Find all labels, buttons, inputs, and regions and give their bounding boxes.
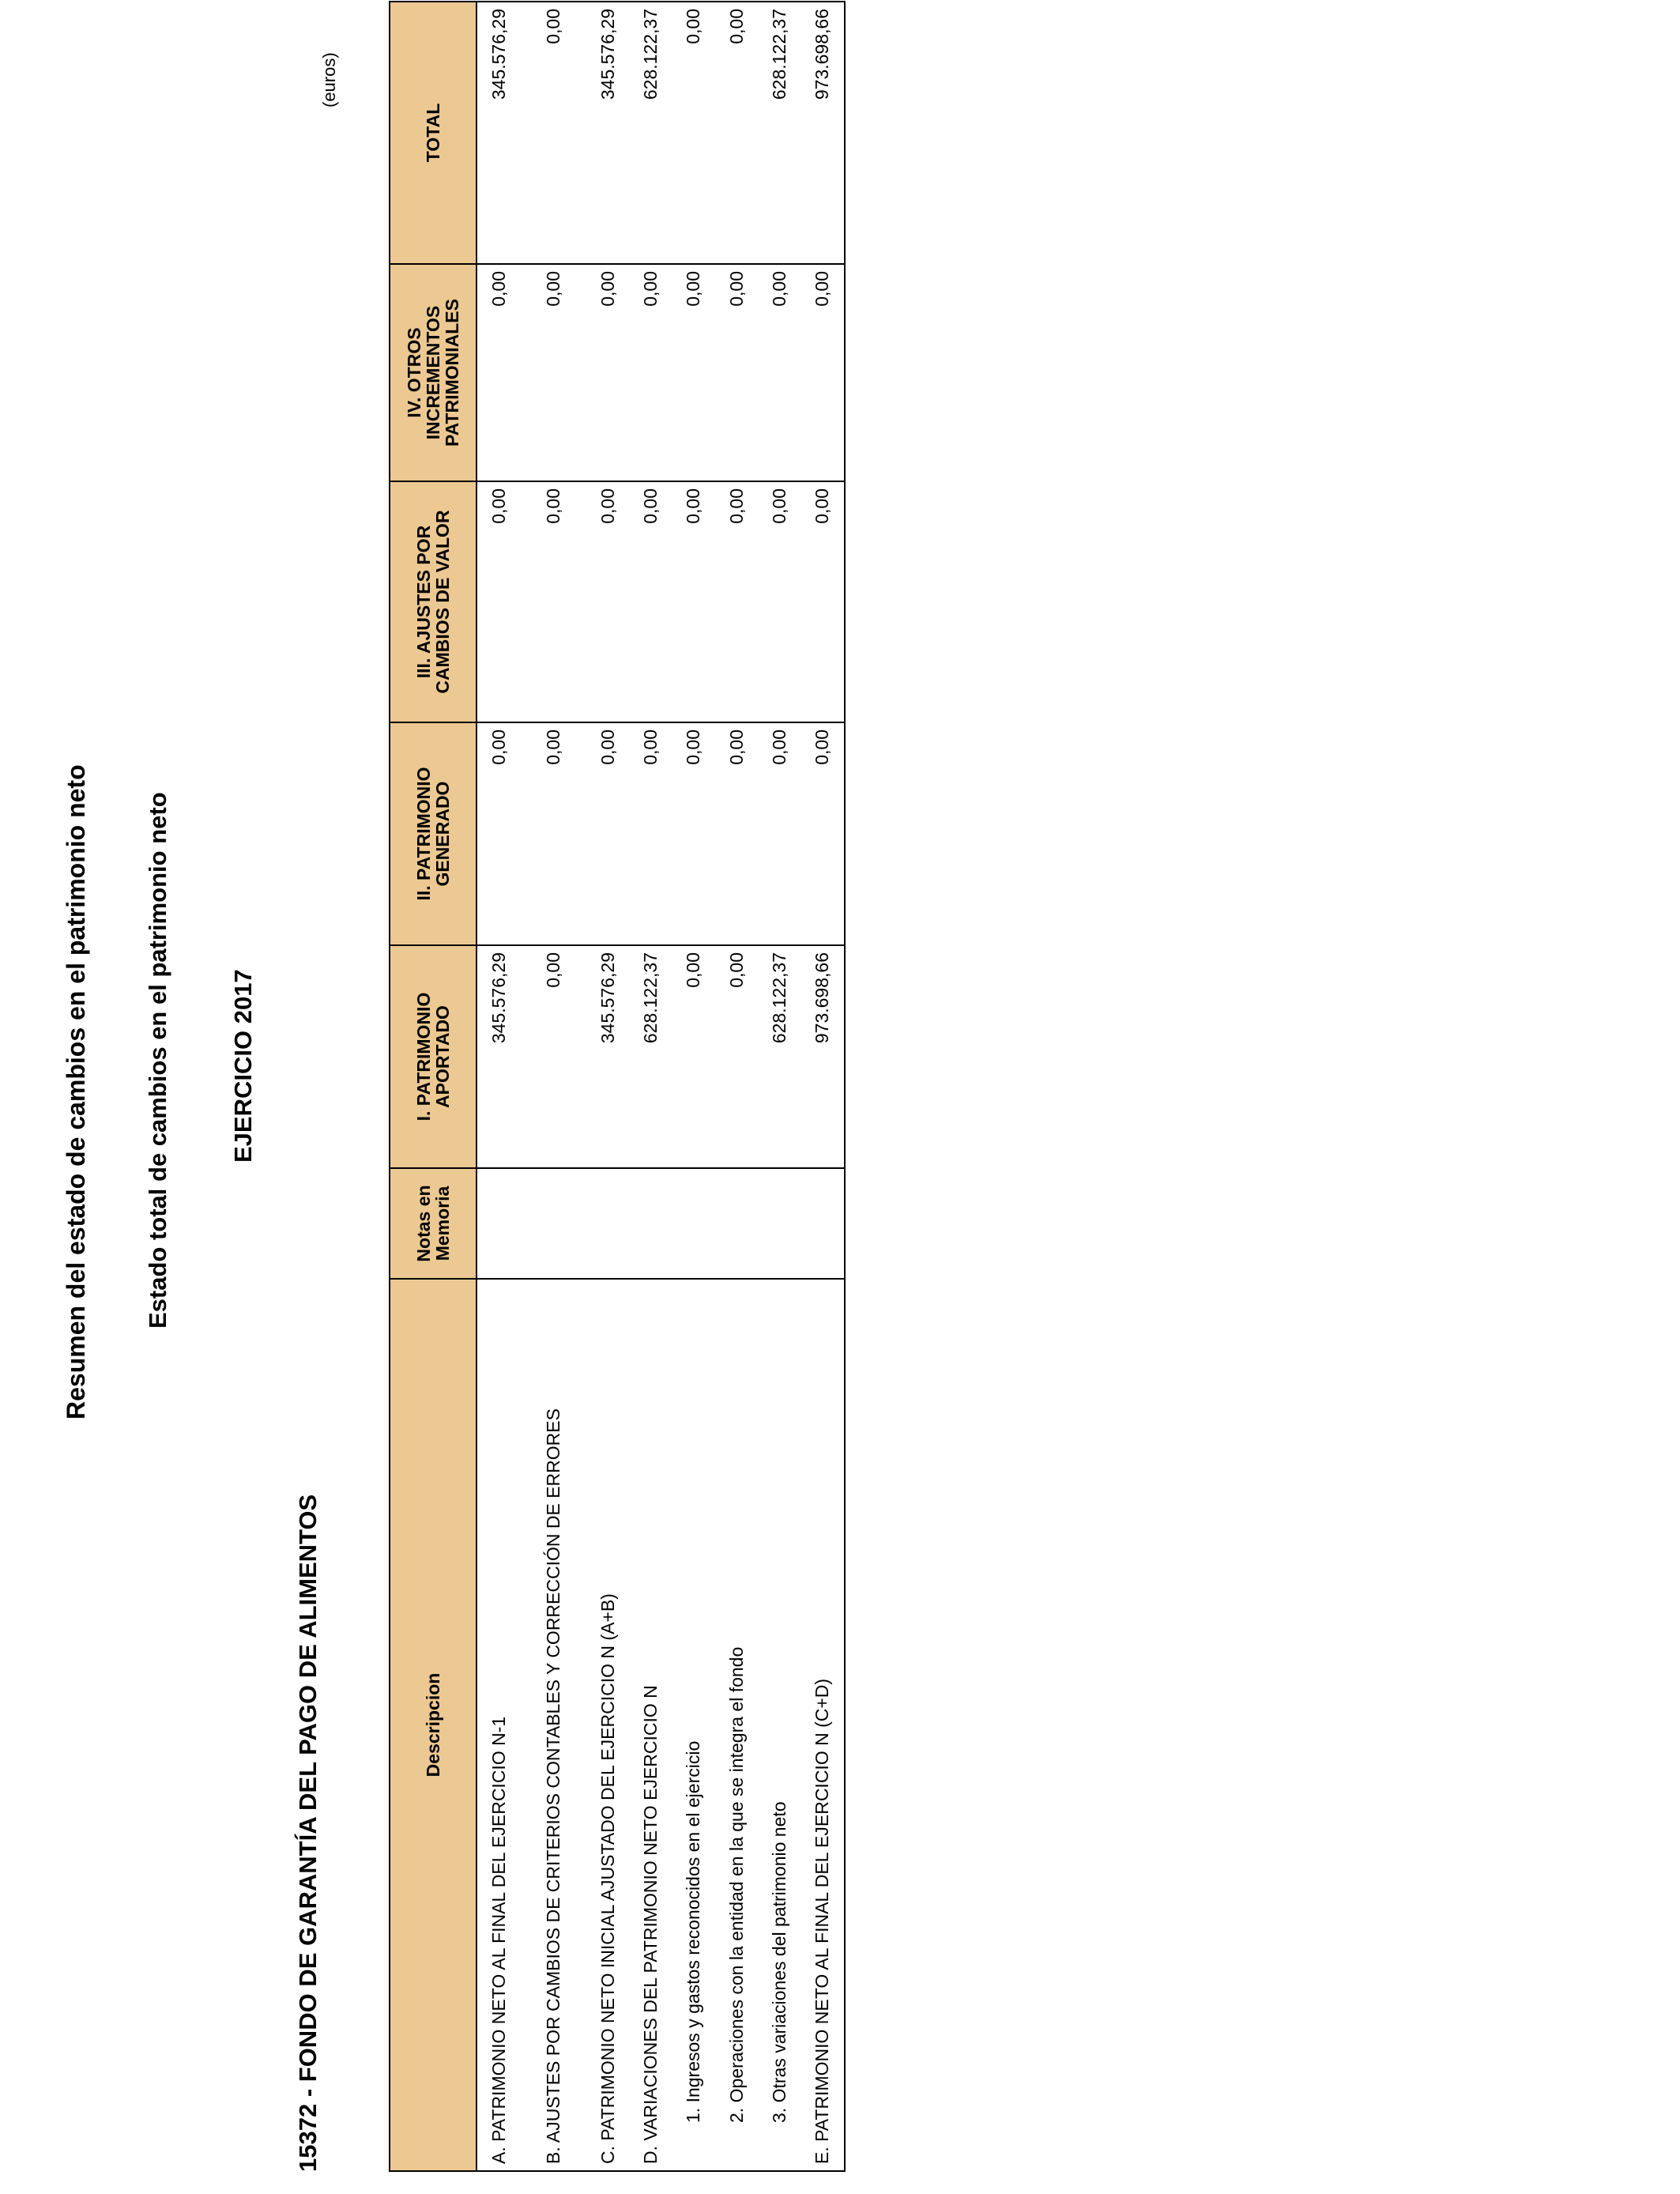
row-notes: [520, 1168, 586, 1279]
table-row: [758, 2, 800, 2171]
row-aportado: 973.698,66: [801, 945, 845, 1168]
col-header-patrimonio-aportado: I. PATRIMONIO APORTADO: [390, 945, 477, 1168]
row-aportado: 345.576,29: [586, 945, 629, 1168]
row-otros: 0,00: [715, 264, 758, 481]
row-generado: 0,00: [715, 722, 758, 945]
row-total: 0,00: [672, 2, 715, 264]
row-aportado: 0,00: [520, 945, 586, 1168]
exercise-year: EJERCICIO 2017: [229, 969, 257, 1163]
row-notes: [672, 1168, 715, 1279]
row-aportado: 628.122,37: [629, 945, 672, 1168]
row-otros: 0,00: [801, 264, 845, 481]
row-ajustes: 0,00: [715, 481, 758, 722]
col-header-otros-incrementos: IV. OTROS INCREMENTOS PATRIMONIALES: [390, 264, 477, 481]
row-description: C. PATRIMONIO NETO INICIAL AJUSTADO DEL EJERCICIO N (A+B): [586, 1279, 629, 2171]
row-aportado: 345.576,29: [477, 945, 520, 1168]
row-description: D. VARIACIONES DEL PATRIMONIO NETO EJERCICIO N: [629, 1279, 672, 2171]
row-generado: 0,00: [520, 722, 586, 945]
row-otros: 0,00: [520, 264, 586, 481]
row-notes: [801, 1168, 845, 1279]
col-header-ajustes: III. AJUSTES POR CAMBIOS DE VALOR: [390, 481, 477, 722]
row-generado: 0,00: [586, 722, 629, 945]
table-row: [520, 2, 586, 2171]
row-otros: 0,00: [477, 264, 520, 481]
units-label: (euros): [319, 52, 339, 107]
row-ajustes: 0,00: [477, 481, 520, 722]
table-row: [477, 2, 520, 2171]
table-row: [629, 2, 672, 2171]
row-ajustes: 0,00: [801, 481, 845, 722]
col-header-notes: Notas en Memoria: [390, 1168, 477, 1279]
row-description: A. PATRIMONIO NETO AL FINAL DEL EJERCICIO N-1: [477, 1279, 520, 2171]
col-header-description: Descripcion: [390, 1279, 477, 2171]
page-subtitle: Estado total de cambios en el patrimonio neto: [144, 792, 171, 1329]
row-notes: [477, 1168, 520, 1279]
row-total: 345.576,29: [586, 2, 629, 264]
table-row: [715, 2, 758, 2171]
row-aportado: 628.122,37: [758, 945, 800, 1168]
row-notes: [586, 1168, 629, 1279]
row-description: 3. Otras variaciones del patrimonio neto: [758, 1279, 800, 2171]
entity-name: 15372 - FONDO DE GARANTÍA DEL PAGO DE ALIMENTOS: [294, 1494, 322, 2172]
row-ajustes: 0,00: [672, 481, 715, 722]
table-row: [586, 2, 629, 2171]
row-otros: 0,00: [758, 264, 800, 481]
row-ajustes: 0,00: [629, 481, 672, 722]
row-description: E. PATRIMONIO NETO AL FINAL DEL EJERCICIO N (C+D): [801, 1279, 845, 2171]
row-generado: 0,00: [672, 722, 715, 945]
row-total: 0,00: [520, 2, 586, 264]
page-title: Resumen del estado de cambios en el patrimonio neto: [62, 764, 90, 1419]
row-aportado: 0,00: [715, 945, 758, 1168]
row-ajustes: 0,00: [586, 481, 629, 722]
col-header-patrimonio-generado: II. PATRIMONIO GENERADO: [390, 722, 477, 945]
row-generado: 0,00: [629, 722, 672, 945]
row-total: 345.576,29: [477, 2, 520, 264]
row-generado: 0,00: [758, 722, 800, 945]
row-ajustes: 0,00: [758, 481, 800, 722]
row-total: 973.698,66: [801, 2, 845, 264]
row-description: 1. Ingresos y gastos reconocidos en el ejercicio: [672, 1279, 715, 2171]
row-total: 628.122,37: [758, 2, 800, 264]
row-description: B. AJUSTES POR CAMBIOS DE CRITERIOS CONTABLES Y CORRECCIÓN DE ERRORES: [520, 1279, 586, 2171]
row-aportado: 0,00: [672, 945, 715, 1168]
col-header-total: TOTAL: [390, 2, 477, 264]
row-notes: [629, 1168, 672, 1279]
row-generado: 0,00: [801, 722, 845, 945]
row-otros: 0,00: [629, 264, 672, 481]
table-row: [672, 2, 715, 2171]
row-generado: 0,00: [477, 722, 520, 945]
row-otros: 0,00: [672, 264, 715, 481]
row-total: 0,00: [715, 2, 758, 264]
row-ajustes: 0,00: [520, 481, 586, 722]
row-total: 628.122,37: [629, 2, 672, 264]
table-header-row: [390, 2, 477, 2171]
row-description: 2. Operaciones con la entidad en la que se integra el fondo: [715, 1279, 758, 2171]
row-otros: 0,00: [586, 264, 629, 481]
equity-changes-table: [389, 1, 846, 2172]
row-notes: [715, 1168, 758, 1279]
table-row: [801, 2, 845, 2171]
row-notes: [758, 1168, 800, 1279]
